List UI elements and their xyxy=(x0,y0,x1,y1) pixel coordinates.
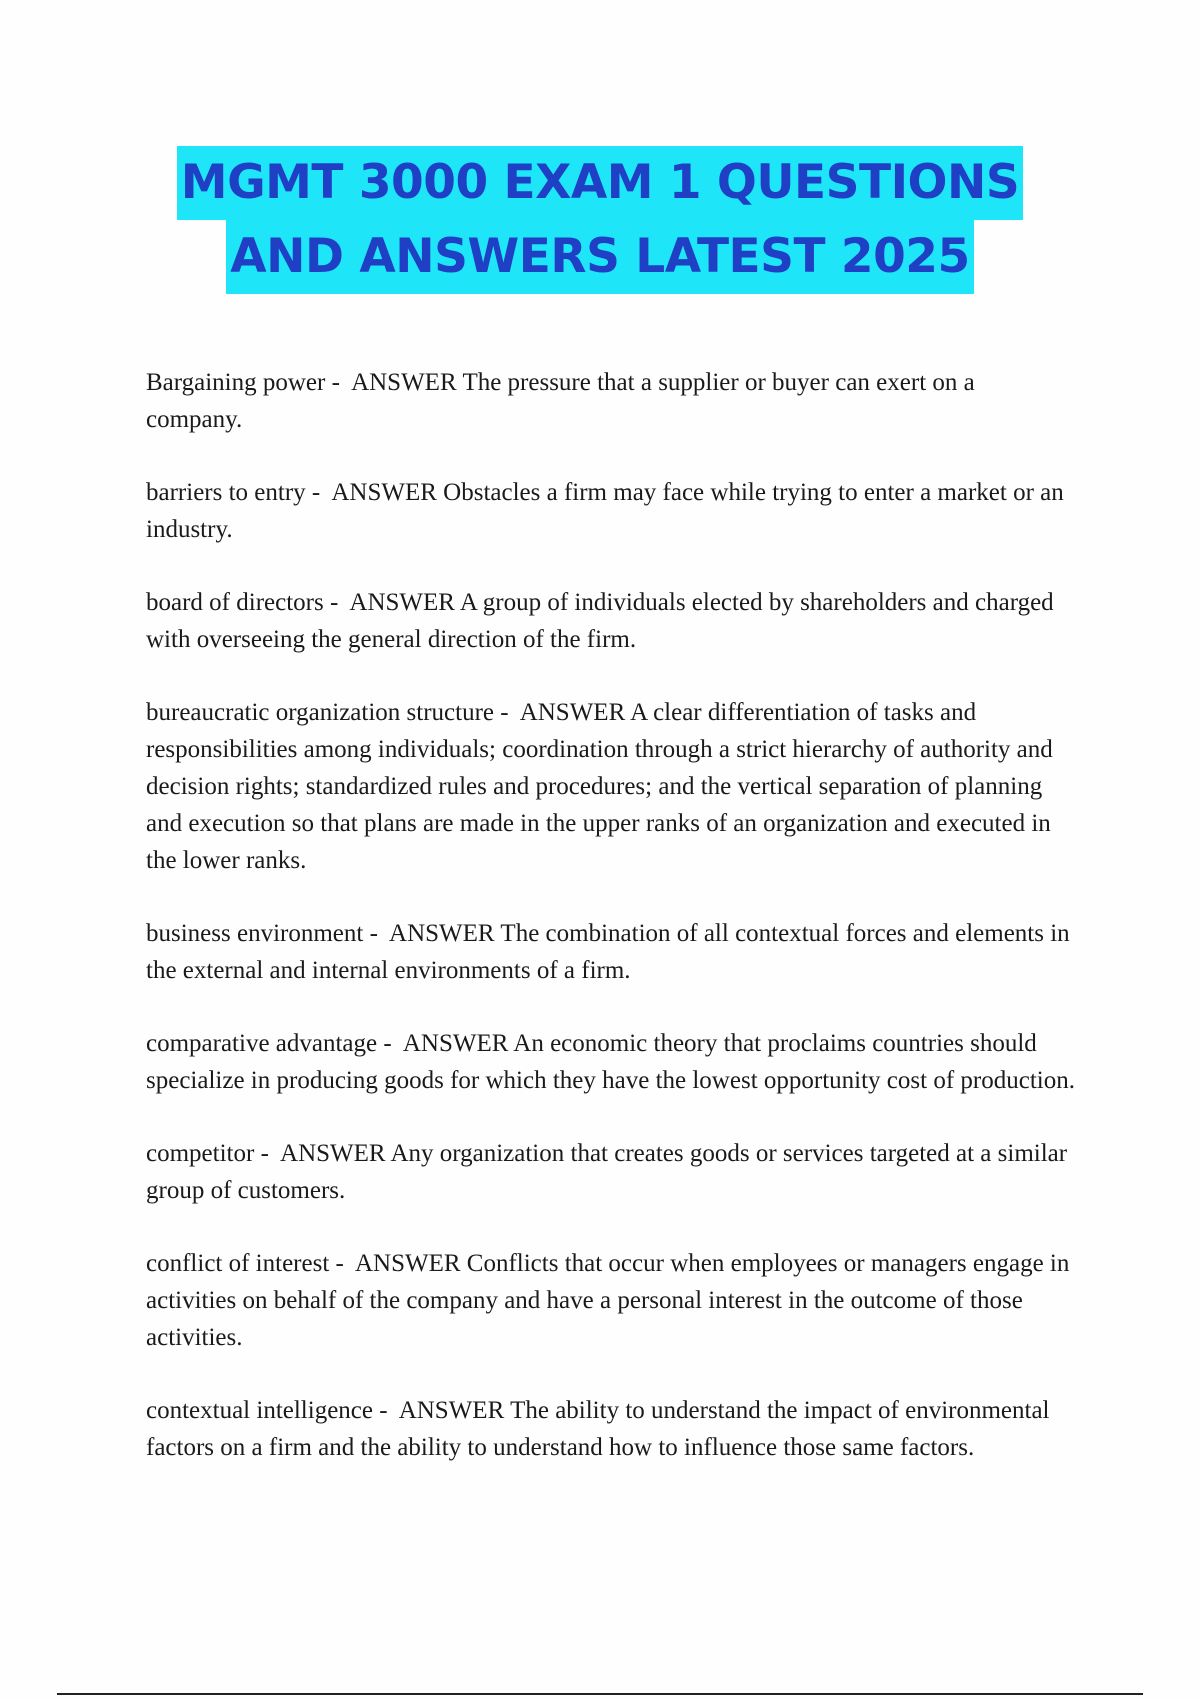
entry-definition: Conflicts that occur when employees or managers engage in activities on behalf of the company and have a personal interest in the outcome of those activities. xyxy=(146,1250,1070,1351)
entry-definition: The ability to understand the impact of environmental factors on a firm and the ability to understand how to influence those same factors. xyxy=(146,1397,1050,1461)
entry-term: bureaucratic organization structure xyxy=(146,699,494,726)
entry-term: board of directors xyxy=(146,589,324,616)
qa-entry xyxy=(146,1025,1076,1099)
title-line-2: AND ANSWERS LATEST 2025 xyxy=(226,220,973,294)
answer-label: ANSWER xyxy=(402,1030,509,1057)
entry-definition: Any organization that creates goods or services targeted at a similar group of customers. xyxy=(146,1140,1068,1204)
entry-term: comparative advantage xyxy=(146,1030,378,1057)
qa-entry xyxy=(146,364,1076,438)
qa-entry xyxy=(146,694,1076,879)
entry-term: barriers to entry xyxy=(146,479,306,506)
answer-label: ANSWER xyxy=(354,1250,461,1277)
title-line-1: MGMT 3000 EXAM 1 QUESTIONS xyxy=(177,146,1023,220)
answer-label: ANSWER xyxy=(519,699,626,726)
answer-label: ANSWER xyxy=(389,920,495,947)
answer-label: ANSWER xyxy=(398,1397,505,1424)
entry-separator: - xyxy=(329,1250,355,1277)
entry-separator: - xyxy=(325,369,352,396)
entry-separator: - xyxy=(373,1397,399,1424)
entry-term: contextual intelligence xyxy=(146,1397,373,1424)
qa-entry xyxy=(146,915,1076,989)
entry-separator: - xyxy=(323,589,350,616)
qa-entry xyxy=(146,474,1076,548)
qa-entry xyxy=(146,584,1076,658)
entry-definition: A clear differentiation of tasks and responsibilities among individuals; coordination through a strict hierarchy of authority and decision rights; standardized rules and procedures; and the vertical separation of planning and execution so that plans are made in the upper ranks of an organization and executed in the lower ranks. xyxy=(146,699,1053,874)
qa-entry xyxy=(146,1392,1076,1466)
entry-definition: The pressure that a supplier or buyer can exert on a company. xyxy=(146,369,975,433)
entry-separator: - xyxy=(377,1030,403,1057)
entry-separator: - xyxy=(254,1140,281,1167)
qa-entry xyxy=(146,1245,1076,1356)
answer-label: ANSWER xyxy=(349,589,455,616)
entry-separator: - xyxy=(305,479,332,506)
answer-label: ANSWER xyxy=(280,1140,386,1167)
entry-term: business environment xyxy=(146,920,364,947)
entry-term: competitor xyxy=(146,1140,255,1167)
entry-definition: A group of individuals elected by shareholders and charged with overseeing the general direction of the firm. xyxy=(146,589,1054,653)
answer-label: ANSWER xyxy=(331,479,437,506)
qa-entry xyxy=(146,1135,1076,1209)
entry-term: Bargaining power xyxy=(146,369,326,396)
document-title xyxy=(0,146,1200,294)
footer-divider xyxy=(57,1693,1143,1695)
answer-label: ANSWER xyxy=(351,369,457,396)
entry-definition: The combination of all contextual forces and elements in the external and internal environments of a firm. xyxy=(146,920,1070,984)
entry-separator: - xyxy=(494,699,520,726)
entry-term: conflict of interest xyxy=(146,1250,330,1277)
entry-separator: - xyxy=(363,920,390,947)
entry-definition: Obstacles a firm may face while trying to enter a market or an industry. xyxy=(146,479,1064,543)
entry-definition: An economic theory that proclaims countries should specialize in producing goods for which they have the lowest opportunity cost of production. xyxy=(146,1030,1075,1094)
qa-list xyxy=(146,364,1076,1502)
